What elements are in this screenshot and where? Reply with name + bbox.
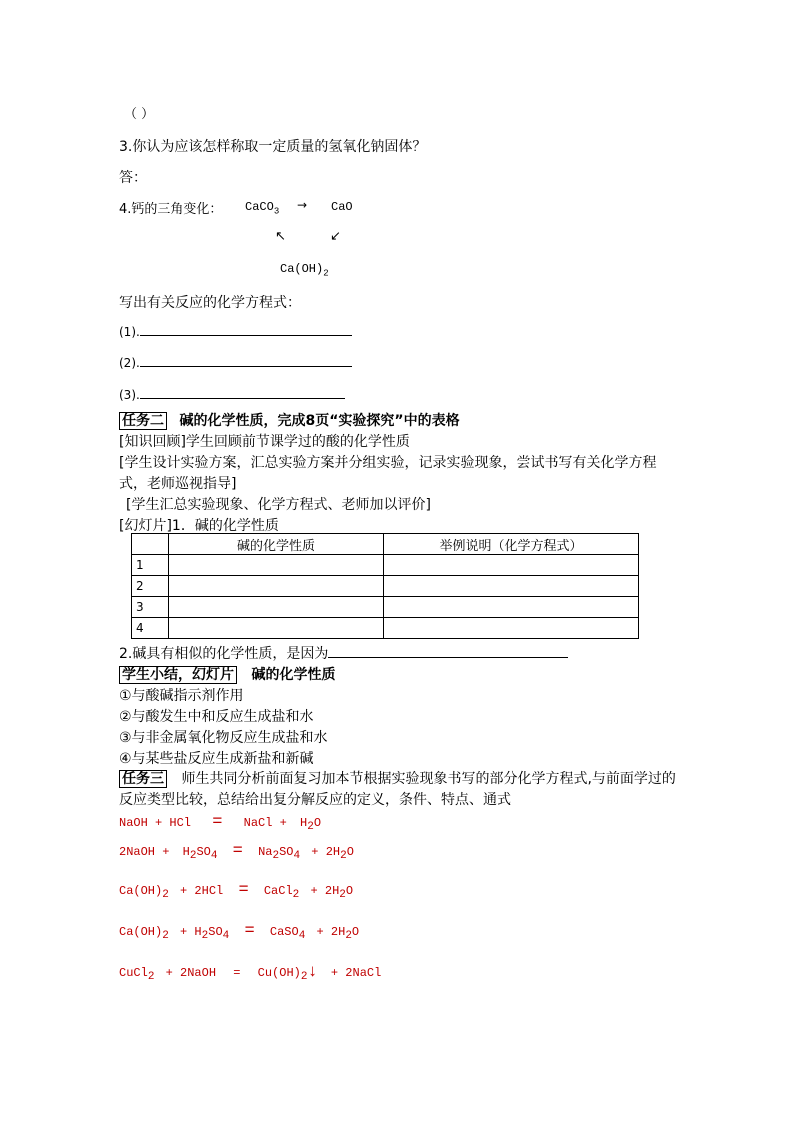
row-number: 1 [132, 555, 169, 576]
table-cell [169, 597, 384, 618]
table-row [132, 618, 639, 639]
student-summary-tag: 学生小结，幻灯片 [119, 666, 237, 684]
base-properties-table [131, 533, 639, 639]
caoh2-formula: $Ca(OH)_2$ [280, 262, 329, 279]
table-header-cell [132, 534, 169, 555]
table-cell [169, 555, 384, 576]
task3-line2: 反应类型比较，总结给出复分解反应的定义，条件、特点、通式 [119, 792, 511, 808]
table-header-cell: 碱的化学性质 [169, 534, 384, 555]
student-summary-title: 碱的化学性质 [251, 667, 336, 683]
precipitate-arrow-icon: ↓ [307, 963, 318, 982]
summary-item: ③与非金属氧化物反应生成盐和水 [119, 730, 328, 746]
student-design-line1: [学生设计实验方案，汇总实验方案并分组实验，记录实验现象，尝试书写有关化学方程 [119, 455, 657, 471]
table-cell [384, 576, 639, 597]
slide-label: [幻灯片]1．碱的化学性质 [119, 518, 279, 534]
knowledge-review: [知识回顾]学生回顾前节课学过的酸的化学性质 [119, 434, 410, 450]
question-3: 3.你认为应该怎样称取一定质量的氢氧化钠固体？ [119, 139, 427, 155]
similar-properties-question: 2.碱具有相似的化学性质，是因为 [119, 643, 568, 663]
row-number: 3 [132, 597, 169, 618]
caco3-formula: CaCO$_3$ [245, 200, 280, 217]
equation-2: 2NaOH + $H_2SO_4 = Na_2SO_4 + 2H_2O$ [119, 842, 354, 862]
student-summary-heading [119, 664, 335, 684]
blank-line-3: (3). [119, 386, 345, 402]
question-4-label: 4.钙的三角变化： [119, 202, 223, 217]
table-row [132, 555, 639, 576]
summary-item: ①与酸碱指示剂作用 [119, 688, 244, 704]
table-row [132, 597, 639, 618]
task3-heading [119, 768, 676, 788]
table-header-cell: 举例说明（化学方程式） [384, 534, 639, 555]
row-number: 4 [132, 618, 169, 639]
row-number: 2 [132, 576, 169, 597]
task2-tag: 任务二 [119, 412, 167, 430]
blank-line-2: (2). [119, 354, 352, 370]
arrow-right-icon: → [297, 198, 308, 212]
blank-line-1: (1). [119, 323, 352, 339]
equation-3: $Ca(OH)_2 + 2HCl$ = CaCl$_2$ + $2H_2O$ [119, 881, 354, 901]
task2-title: 碱的化学性质，完成8页“实验探究”中的表格 [179, 413, 460, 429]
answer-label: 答： [119, 170, 147, 186]
table-cell [384, 555, 639, 576]
task2-heading [119, 410, 460, 430]
table-cell [169, 618, 384, 639]
blank-parentheses: （ ） [124, 107, 155, 122]
task3-line1: 师生共同分析前面复习加本节根据实验现象书写的部分化学方程式,与前面学过的 [181, 771, 676, 787]
summary-item: ②与酸发生中和反应生成盐和水 [119, 709, 314, 725]
table-cell [169, 576, 384, 597]
table-header-row [132, 534, 639, 555]
arrow-down-left-icon: ↙ [330, 229, 341, 244]
equation-1: NaOH + HCl = NaCl + $H_2O$ [119, 813, 322, 833]
table-row [132, 576, 639, 597]
cao-formula: CaO [331, 200, 353, 214]
equation-4: $Ca(OH)_2 + H_2SO_4$ = CaSO$_4$ + $2H_2O$ [119, 922, 360, 942]
student-summary-note: [学生汇总实验现象、化学方程式、老师加以评价] [126, 497, 431, 513]
equation-5: CuCl$_2$ + 2NaOH = $Cu(OH)_2↓$ + 2NaCl [119, 963, 382, 983]
student-design-line2: 式，老师巡视指导] [119, 476, 237, 492]
arrow-up-left-icon: ↖ [275, 229, 286, 244]
summary-item: ④与某些盐反应生成新盐和新碱 [119, 751, 314, 767]
write-equations-prompt: 写出有关反应的化学方程式： [119, 295, 301, 311]
table-cell [384, 597, 639, 618]
table-cell [384, 618, 639, 639]
task3-tag: 任务三 [119, 770, 167, 788]
